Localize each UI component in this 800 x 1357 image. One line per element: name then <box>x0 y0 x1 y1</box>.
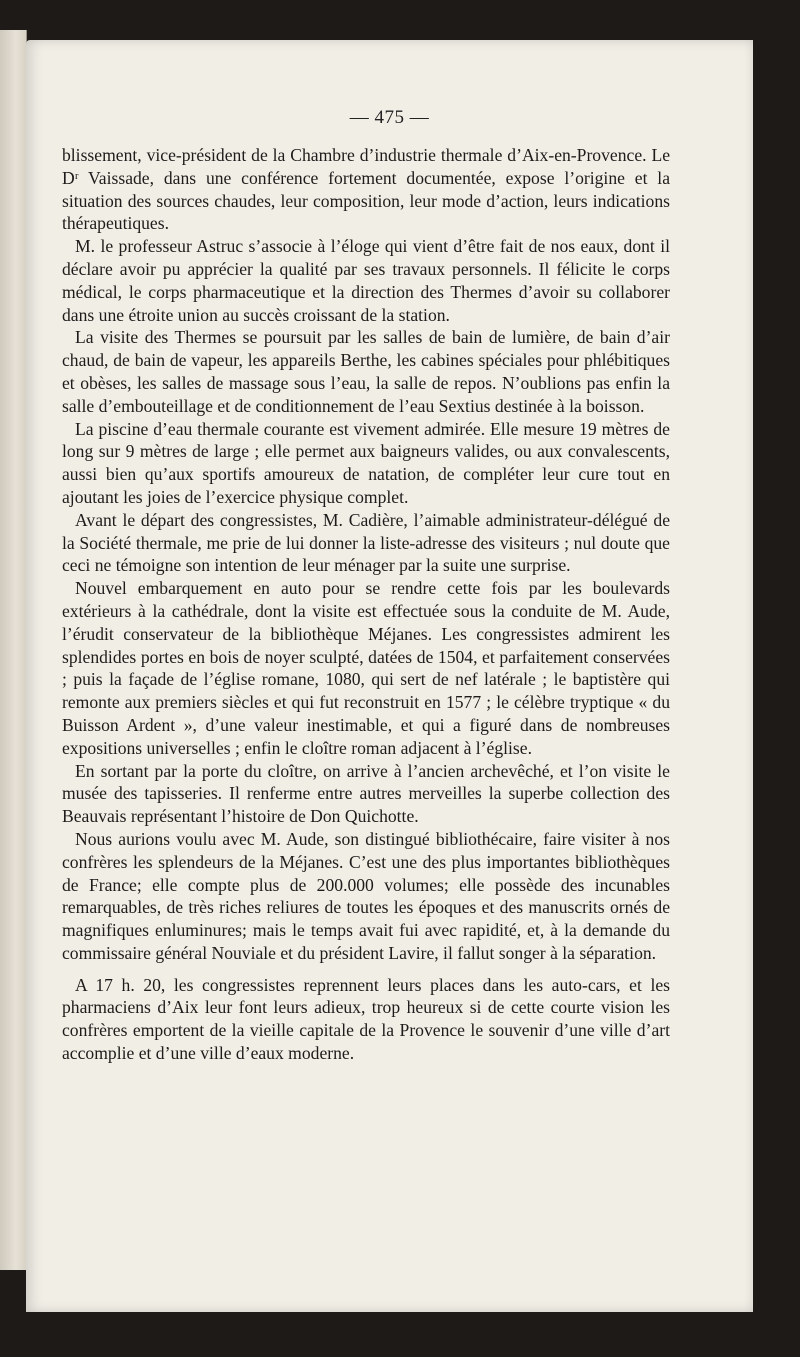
book-page <box>26 40 753 1312</box>
paragraph-3: La visite des Thermes se poursuit par les salles de bain de lumière, de bain d’air chaud, de bain de vapeur, les appareils Berthe, les cabines spéciales pour phlébitiques et obèses, les salles de massage sous l’eau, la salle de repos. N’oublions pas enfin la salle d’embouteillage et de conditionnement de l’eau Sextius destinée à la boisson. <box>62 327 670 416</box>
paragraph-7: En sortant par la porte du cloître, on arrive à l’ancien archevêché, et l’on visite le musée des tapisseries. Il renferme entre autres merveilles la superbe collection des Beauvais représentant l’histoire de Don Quichotte. <box>62 760 670 827</box>
paragraph-5: Avant le départ des congressistes, M. Cadière, l’aimable administrateur-délégué de la Société thermale, me prie de lui donner la liste-adresse des visiteurs ; nul doute que ceci ne témoigne son intention de leur ménager par la suite une surprise. <box>62 509 670 576</box>
paragraph-6: Nouvel embarquement en auto pour se rendre cette fois par les boulevards extérieurs à la cathédrale, dont la visite est effectuée sous la conduite de M. Aude, l’érudit conservateur de la bibliothèque Méjanes. Les congressistes admirent les splendides portes en bois de noyer sculpté, datées de 1504, et parfaitement conservées ; puis la façade de l’église romane, 1080, qui sert de nef latérale ; le baptistère qui remonte aux premiers siècles et qui fut reconstruit en 1577 ; le célèbre tryptique « du Buisson Ardent », d’une valeur inestimable, et qui a figuré dans de nombreuses expositions universelles ; enfin le cloître roman adjacent à l’église. <box>62 578 670 758</box>
page-number: — 475 — <box>349 107 430 128</box>
paragraph-1: blissement, vice-président de la Chambre d’industrie thermale d’Aix-en-Provence. Le Dʳ Vaissade, dans une conférence fortement documentée, expose l’origine et la situation des sources chaudes, leur composition, leur mode d’action, leurs indications thérapeutiques. <box>62 145 670 234</box>
paragraph-9: A 17 h. 20, les congressistes reprennent leurs places dans les auto-cars, et les pharmaciens d’Aix leur font leurs adieux, trop heureux si de cette courte vision les confrères emportent de la vieille capitale de la Provence le souvenir d’une ville d’art accomplie et d’une ville d’eaux moderne. <box>62 974 670 1064</box>
paragraph-2: M. le professeur Astruc s’associe à l’éloge qui vient d’être fait de nos eaux, dont il déclare avoir pu apprécier la qualité par ses travaux personnels. Il félicite le corps médical, le corps pharmaceutique et la direction des Thermes d’avoir su collaborer dans une étroite union au succès croissant de la station. <box>62 236 670 325</box>
paragraph-8: Nous aurions voulu avec M. Aude, son distingué bibliothécaire, faire visiter à nos confrères les splendeurs de la Méjanes. C’est une des plus importantes bibliothèques de France; elle compte plus de 200.000 volumes; elle possède des incunables remarquables, de très riches reliures de toutes les époques et des manuscrits ornés de magnifiques enluminures; mais le temps avait fui avec rapidité, et, à la demande du commissaire général Nouviale et du président Lavire, il fallut songer à la séparation. <box>62 828 670 963</box>
body-text <box>62 144 670 1065</box>
paragraph-4: La piscine d’eau thermale courante est vivement admirée. Elle mesure 19 mètres de long sur 9 mètres de large ; elle permet aux baigneurs valides, ou aux convalescents, aussi bien qu’aux sportifs amoureux de natation, de compléter leur cure tout en ajoutant les joies de l’exercice physique complet. <box>62 418 670 507</box>
previous-page-edge <box>0 30 27 1270</box>
